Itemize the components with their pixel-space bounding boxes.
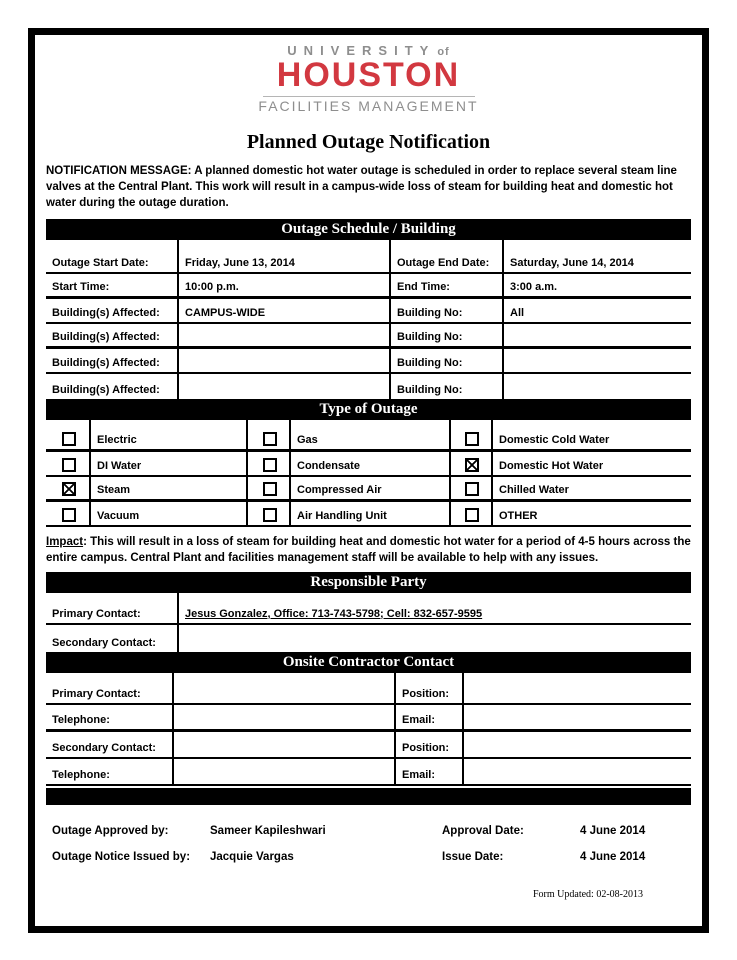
- outage-type-label: DI Water: [97, 459, 142, 472]
- field-label: Building(s) Affected:: [46, 374, 179, 399]
- field-value: [504, 324, 691, 346]
- uh-logo: [46, 43, 691, 114]
- table-row: [46, 420, 691, 452]
- checkbox-domestic-hot-water[interactable]: [465, 458, 479, 472]
- primary-contact-value: Jesus Gonzalez, Office: 713-743-5798; Cell: 832-657-9595: [185, 607, 483, 620]
- field-label: Email:: [396, 759, 464, 784]
- field-label: Outage Start Date:: [46, 240, 179, 272]
- field-label: Building No:: [391, 299, 504, 322]
- field-value: [179, 349, 391, 372]
- checkbox-di-water[interactable]: [62, 458, 76, 472]
- checkbox-cell: [46, 477, 91, 499]
- field-value: [174, 705, 396, 729]
- checkbox-compressed-air[interactable]: [263, 482, 277, 496]
- field-label: Telephone:: [46, 705, 174, 729]
- section-header-schedule: Outage Schedule / Building: [46, 219, 691, 240]
- field-value: [464, 732, 691, 757]
- field-value: CAMPUS-WIDE: [179, 299, 391, 322]
- checkbox-chilled-water[interactable]: [465, 482, 479, 496]
- table-row: [46, 502, 691, 527]
- field-value: [504, 349, 691, 372]
- field-label: Email:: [396, 705, 464, 729]
- checkbox-cell: [246, 502, 291, 525]
- checkbox-steam[interactable]: [62, 482, 76, 496]
- table-row: [46, 759, 691, 786]
- table-row: [46, 299, 691, 324]
- field-label: Primary Contact:: [46, 673, 174, 703]
- outage-type-label: Steam: [97, 483, 131, 496]
- checkbox-cell: [449, 452, 493, 475]
- outage-type-label: Gas: [297, 433, 318, 446]
- checkbox-air-handling-unit[interactable]: [263, 508, 277, 522]
- logo-of-text: of: [437, 46, 450, 58]
- checkbox-cell: [449, 502, 493, 525]
- logo-divider: [263, 96, 475, 97]
- field-label: Outage End Date:: [391, 240, 504, 272]
- field-label: Position:: [396, 673, 464, 703]
- impact-label: Impact: [46, 535, 84, 548]
- outage-type-label: Chilled Water: [499, 483, 569, 496]
- checkbox-other[interactable]: [465, 508, 479, 522]
- logo-university-text: UNIVERSITY: [287, 43, 436, 58]
- field-label: Outage Notice Issued by:: [52, 850, 191, 863]
- field-value: 10:00 p.m.: [179, 274, 391, 296]
- field-value: [174, 759, 396, 784]
- field-label: Building No:: [391, 374, 504, 399]
- field-value: [464, 673, 691, 703]
- outage-type-label: Vacuum: [97, 509, 140, 522]
- field-value: Saturday, June 14, 2014: [510, 256, 634, 269]
- checkbox-cell: [46, 452, 91, 475]
- field-label: Primary Contact:: [46, 593, 179, 623]
- notification-text: A planned domestic hot water outage is scheduled in order to replace several steam line valves at the Central Plant. This work will result in a campus-wide loss of steam for building heat and domestic hot water during the outage duration.: [46, 164, 677, 209]
- checkbox-vacuum[interactable]: [62, 508, 76, 522]
- field-value: [174, 673, 396, 703]
- approval-date-value: 4 June 2014: [580, 824, 646, 837]
- table-row: [46, 374, 691, 399]
- checkbox-cell: [46, 420, 91, 449]
- impact-statement: [46, 534, 691, 566]
- logo-houston-text: HOUSTON: [276, 56, 461, 94]
- notification-label: NOTIFICATION MESSAGE:: [46, 164, 192, 177]
- schedule-table: [46, 240, 691, 399]
- field-label: Approval Date:: [442, 824, 524, 837]
- page-title: Planned Outage Notification: [246, 130, 491, 153]
- table-row: [46, 324, 691, 349]
- table-row: [46, 274, 691, 299]
- table-row: [46, 817, 691, 843]
- field-value: All: [510, 306, 525, 319]
- logo-facilities-text: FACILITIES MANAGEMENT: [258, 97, 479, 114]
- table-row: [46, 593, 691, 625]
- field-value: [179, 374, 391, 399]
- table-row: [46, 732, 691, 759]
- field-value: [179, 593, 691, 623]
- checkbox-domestic-cold-water[interactable]: [465, 432, 479, 446]
- issued-by-value: Jacquie Vargas: [210, 850, 294, 863]
- table-row: [46, 705, 691, 732]
- checkbox-gas[interactable]: [263, 432, 277, 446]
- checkbox-cell: [246, 452, 291, 475]
- field-value: [464, 705, 691, 729]
- contractor-table: [46, 673, 691, 786]
- issue-date-value: 4 June 2014: [580, 850, 646, 863]
- table-row: [46, 452, 691, 477]
- table-row: [46, 625, 691, 652]
- field-label: Building No:: [391, 324, 504, 346]
- field-value: [179, 324, 391, 346]
- section-header-responsible-party: Responsible Party: [46, 572, 691, 593]
- checkbox-electric[interactable]: [62, 432, 76, 446]
- table-row: [46, 240, 691, 274]
- checkbox-cell: [246, 420, 291, 449]
- field-label: Position:: [396, 732, 464, 757]
- section-header-contractor: Onsite Contractor Contact: [46, 652, 691, 673]
- outage-type-label: Condensate: [297, 459, 360, 472]
- field-label: Secondary Contact:: [46, 732, 174, 757]
- outage-type-table: [46, 420, 691, 527]
- table-row: [46, 843, 691, 869]
- outage-type-label: Domestic Hot Water: [499, 459, 604, 472]
- field-value: [179, 625, 691, 652]
- outage-type-label: OTHER: [499, 509, 538, 522]
- field-label: Building(s) Affected:: [46, 324, 179, 346]
- table-row: [46, 477, 691, 502]
- table-row: [46, 349, 691, 374]
- field-label: Issue Date:: [442, 850, 504, 863]
- field-label: Building(s) Affected:: [46, 349, 179, 372]
- field-label: Building No:: [391, 349, 504, 372]
- checkbox-condensate[interactable]: [263, 458, 277, 472]
- field-value: [174, 732, 396, 757]
- impact-text: : This will result in a loss of steam for building heat and domestic hot water for a period of 4-5 hours across the entire campus. Central Plant and facilities management staff will be available to help with any issues.: [46, 535, 691, 564]
- outage-type-label: Compressed Air: [297, 483, 382, 496]
- approved-by-value: Sameer Kapileshwari: [210, 824, 326, 837]
- checkbox-cell: [246, 477, 291, 499]
- responsible-party-table: [46, 593, 691, 652]
- field-label: Building(s) Affected:: [46, 299, 179, 322]
- field-value: [464, 759, 691, 784]
- field-label: Secondary Contact:: [46, 625, 179, 652]
- field-label: End Time:: [391, 274, 504, 296]
- table-row: [46, 673, 691, 705]
- section-header-outage-type: Type of Outage: [46, 399, 691, 420]
- form-frame: [28, 28, 709, 933]
- field-value: [504, 374, 691, 399]
- checkbox-cell: [449, 420, 493, 449]
- field-value: 3:00 a.m.: [510, 280, 558, 293]
- outage-type-label: Air Handling Unit: [297, 509, 387, 522]
- approval-block: [46, 817, 691, 869]
- field-label: Outage Approved by:: [52, 824, 169, 837]
- field-label: Start Time:: [46, 274, 179, 296]
- field-label: Telephone:: [46, 759, 174, 784]
- form-updated-note: Form Updated: 02-08-2013: [533, 888, 643, 900]
- outage-type-label: Electric: [97, 433, 137, 446]
- outage-type-label: Domestic Cold Water: [499, 433, 610, 446]
- checkbox-cell: [46, 502, 91, 525]
- checkbox-cell: [449, 477, 493, 499]
- field-value: Friday, June 13, 2014: [179, 240, 391, 272]
- notification-message: [46, 163, 691, 211]
- divider-bar: [46, 788, 691, 805]
